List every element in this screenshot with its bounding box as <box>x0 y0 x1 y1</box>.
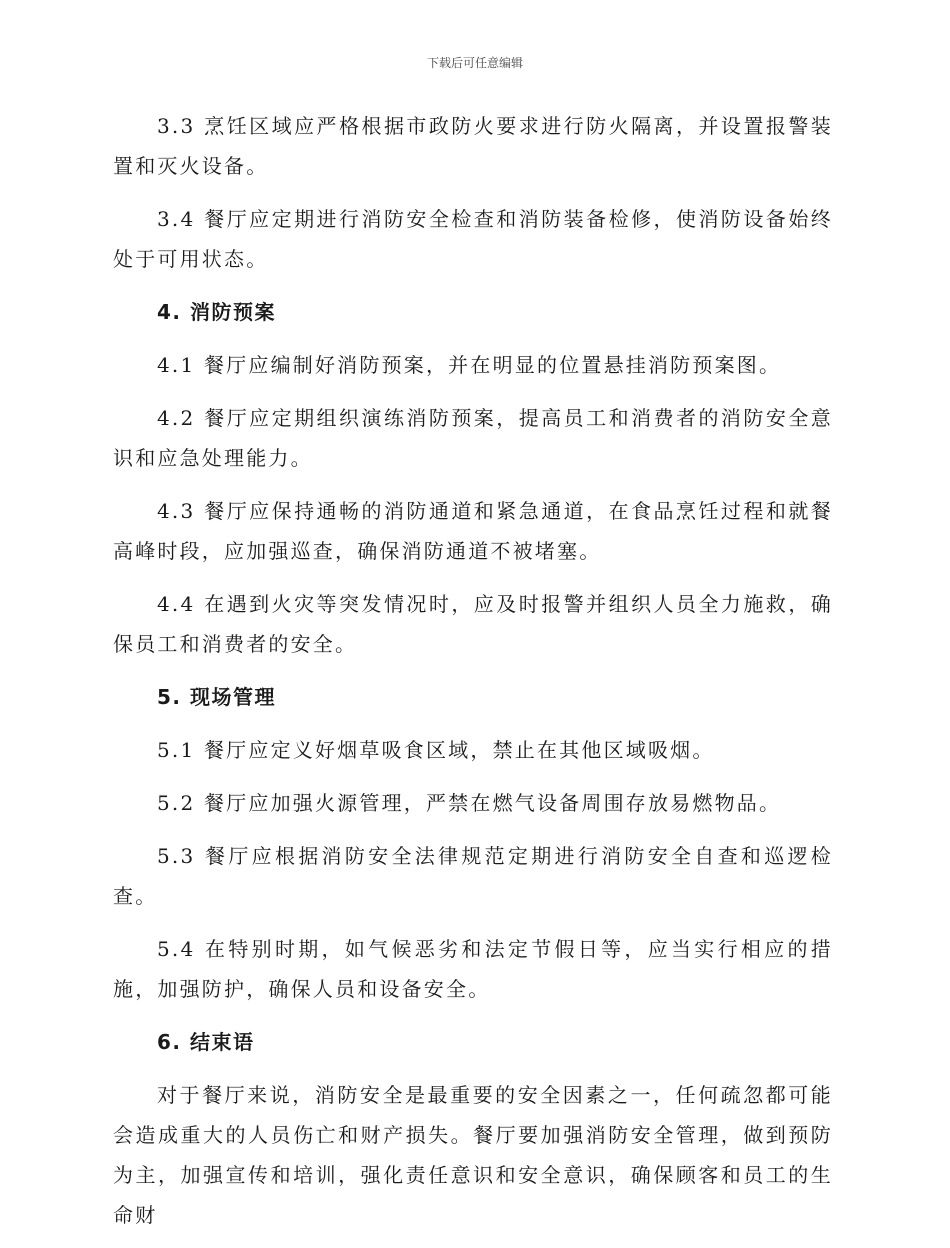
paragraph-5-1: 5.1 餐厅应定义好烟草吸食区域，禁止在其他区域吸烟。 <box>157 738 715 762</box>
paragraph-4-3: 4.3 餐厅应保持通畅的消防通道和紧急通道，在食品烹饪过程和就餐高峰时段，应加强巡查，确保消防通道不被堵塞。 <box>113 499 833 563</box>
paragraph-4-1: 4.1 餐厅应编制好消防预案，并在明显的位置悬挂消防预案图。 <box>157 353 782 377</box>
paragraph-5-4: 5.4 在特别时期，如气候恶劣和法定节假日等，应当实行相应的措施，加强防护，确保人员和设备安全。 <box>113 937 833 1001</box>
document-body <box>113 106 833 1248</box>
paragraph-conclusion: 对于餐厅来说，消防安全是最重要的安全因素之一，任何疏忽都可能会造成重大的人员伤亡和财产损失。餐厅要加强消防安全管理，做到预防为主，加强宣传和培训，强化责任意识和安全意识，确保顾客和员工的生命财 <box>113 1083 833 1227</box>
page-header: 下载后可任意编辑 <box>426 56 523 70</box>
paragraph-5-2: 5.2 餐厅应加强火源管理，严禁在燃气设备周围存放易燃物品。 <box>157 791 782 815</box>
paragraph-3-4: 3.4 餐厅应定期进行消防安全检查和消防装备检修，使消防设备始终处于可用状态。 <box>113 207 833 271</box>
section-heading-4: 4. 消防预案 <box>157 300 276 324</box>
section-heading-6: 6. 结束语 <box>157 1030 255 1054</box>
paragraph-4-2: 4.2 餐厅应定期组织演练消防预案，提高员工和消费者的消防安全意识和应急处理能力。 <box>113 406 833 470</box>
paragraph-4-4: 4.4 在遇到火灾等突发情况时，应及时报警并组织人员全力施救，确保员工和消费者的安全。 <box>113 592 833 656</box>
paragraph-5-3: 5.3 餐厅应根据消防安全法律规范定期进行消防安全自查和巡逻检查。 <box>113 844 833 908</box>
paragraph-3-3: 3.3 烹饪区域应严格根据市政防火要求进行防火隔离，并设置报警装置和灭火设备。 <box>113 114 833 178</box>
section-heading-5: 5. 现场管理 <box>157 685 276 709</box>
